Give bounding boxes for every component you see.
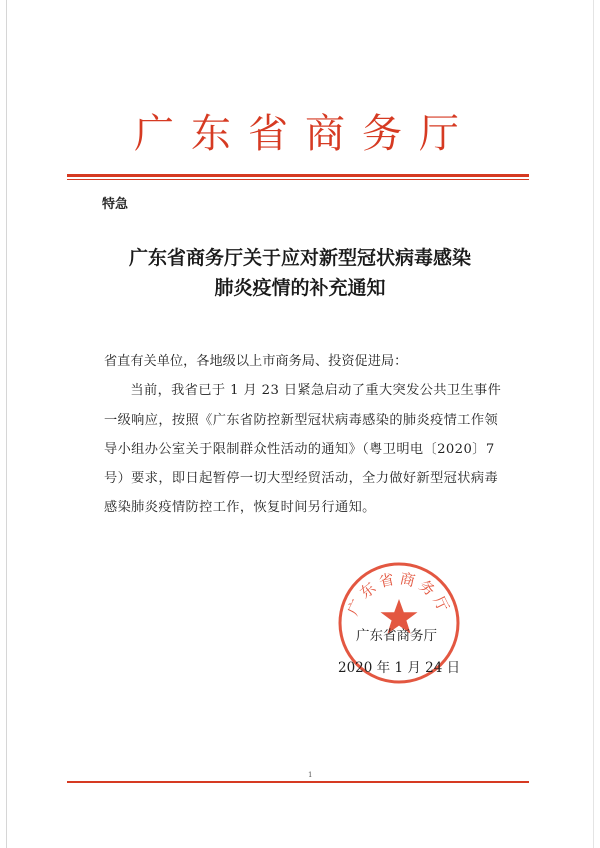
document-body — [104, 347, 504, 523]
page-number: 1 — [308, 771, 313, 779]
title-line-2: 肺炎疫情的补充通知 — [214, 277, 386, 299]
masthead-rule-thick — [67, 174, 529, 177]
document-title — [0, 243, 600, 303]
title-line-1: 广东省商务厅关于应对新型冠状病毒感染 — [128, 247, 471, 269]
salutation: 省直有关单位，各地级以上市商务局、投资促进局： — [104, 354, 408, 369]
issue-date: 2020 年 1 月 24 日 — [338, 660, 461, 676]
footer-rule — [67, 781, 529, 783]
body-paragraph: 当前，我省已于 1 月 23 日紧急启动了重大突发公共卫生事件一级响应，按照《广东省防控新型冠状病毒感染的肺炎疫情工作领导小组办公室关于限制群众性活动的通知》（粤卫明电〔2020〕7 号）要求，即日起暂停一切大型经贸活动，全力做好新型冠状病毒感染肺炎疫情防控工作，恢复时间另行通知。 — [104, 383, 502, 516]
signer-name: 广东省商务厅 — [356, 628, 437, 644]
document-masthead: 广东省商务厅 — [134, 111, 476, 157]
urgency-mark: 特急 — [102, 197, 129, 212]
masthead-rule-thin — [67, 179, 529, 180]
seal-text: 广东省商务厅 — [343, 569, 455, 619]
